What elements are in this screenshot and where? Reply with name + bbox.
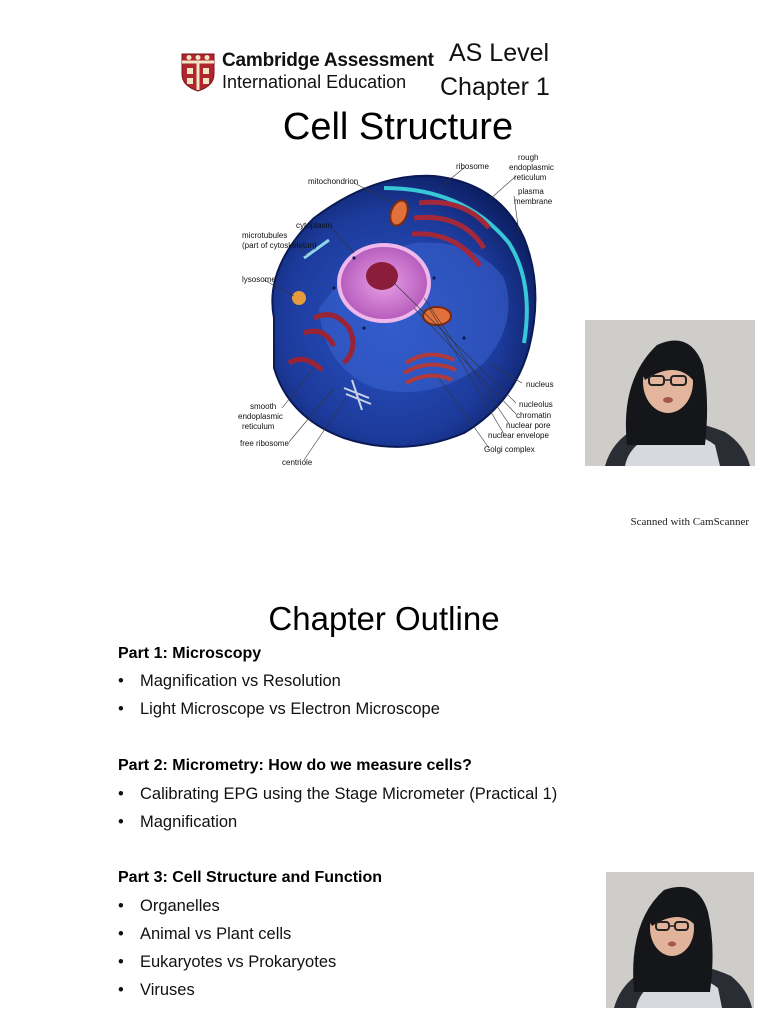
svg-text:microtubules: microtubules — [242, 231, 288, 240]
webcam-presenter-icon — [585, 320, 755, 466]
outline-item: • Organelles — [118, 897, 220, 915]
label-nucleus: nucleus — [526, 380, 554, 389]
outline-item: • Viruses — [118, 981, 195, 999]
svg-text:nuclear envelope: nuclear envelope — [488, 431, 549, 440]
svg-text:free ribosome: free ribosome — [240, 439, 289, 448]
nucleolus — [366, 262, 398, 290]
svg-text:endoplasmic: endoplasmic — [238, 412, 283, 421]
outline-item: • Magnification — [118, 813, 238, 831]
svg-text:rough: rough — [518, 153, 539, 162]
slide-title: Cell Structure — [282, 106, 514, 148]
outline-item: • Calibrating EPG using the Stage Micrometer (Practical 1) — [118, 785, 558, 803]
chapter-label: Chapter 1 — [440, 73, 550, 101]
label-cytoplasm: cytoplasm — [296, 221, 333, 230]
label-ribosome: ribosome — [456, 162, 489, 171]
label-golgi: Golgi complex — [484, 445, 535, 454]
part-3-heading: Part 3: Cell Structure and Function — [118, 869, 383, 886]
outline-item: • Eukaryotes vs Prokaryotes — [118, 953, 337, 971]
svg-text:centriole: centriole — [282, 458, 313, 467]
as-level-label: AS Level — [449, 39, 550, 67]
svg-text:(part of cytoskeleton): (part of cytoskeleton) — [242, 241, 317, 250]
svg-text:nuclear pore: nuclear pore — [506, 421, 551, 430]
webcam-presenter-1 — [585, 320, 755, 466]
label-mitochondrion: mitochondrion — [308, 177, 359, 186]
svg-text:smooth: smooth — [250, 402, 277, 411]
webcam-presenter-2 — [606, 872, 754, 1008]
svg-text:chromatin: chromatin — [516, 411, 552, 420]
chapter-outline-title: Chapter Outline — [268, 600, 500, 637]
part-1-heading: Part 1: Microscopy — [118, 645, 262, 662]
lysosome — [292, 291, 306, 305]
svg-text:endoplasmic: endoplasmic — [509, 163, 554, 172]
label-lysosome: lysosome — [242, 275, 276, 284]
camscanner-footer: Scanned with CamScanner — [630, 516, 749, 528]
svg-text:membrane: membrane — [514, 197, 553, 206]
svg-text:plasma: plasma — [518, 187, 544, 196]
cambridge-crest-icon — [180, 52, 216, 92]
brand-name-line1: Cambridge Assessment — [222, 50, 434, 71]
brand-name-line2: International Education — [222, 72, 407, 92]
svg-text:reticulum: reticulum — [514, 173, 547, 182]
part-2-heading: Part 2: Micrometry: How do we measure cells? — [118, 757, 472, 774]
webcam-presenter-icon — [606, 872, 754, 1008]
animal-cell-diagram — [234, 148, 564, 474]
svg-text:nucleolus: nucleolus — [519, 400, 553, 409]
outline-item: • Animal vs Plant cells — [118, 925, 292, 943]
outline-item: • Light Microscope vs Electron Microscope — [118, 700, 440, 718]
svg-text:reticulum: reticulum — [242, 422, 275, 431]
outline-item: • Magnification vs Resolution — [118, 672, 341, 690]
